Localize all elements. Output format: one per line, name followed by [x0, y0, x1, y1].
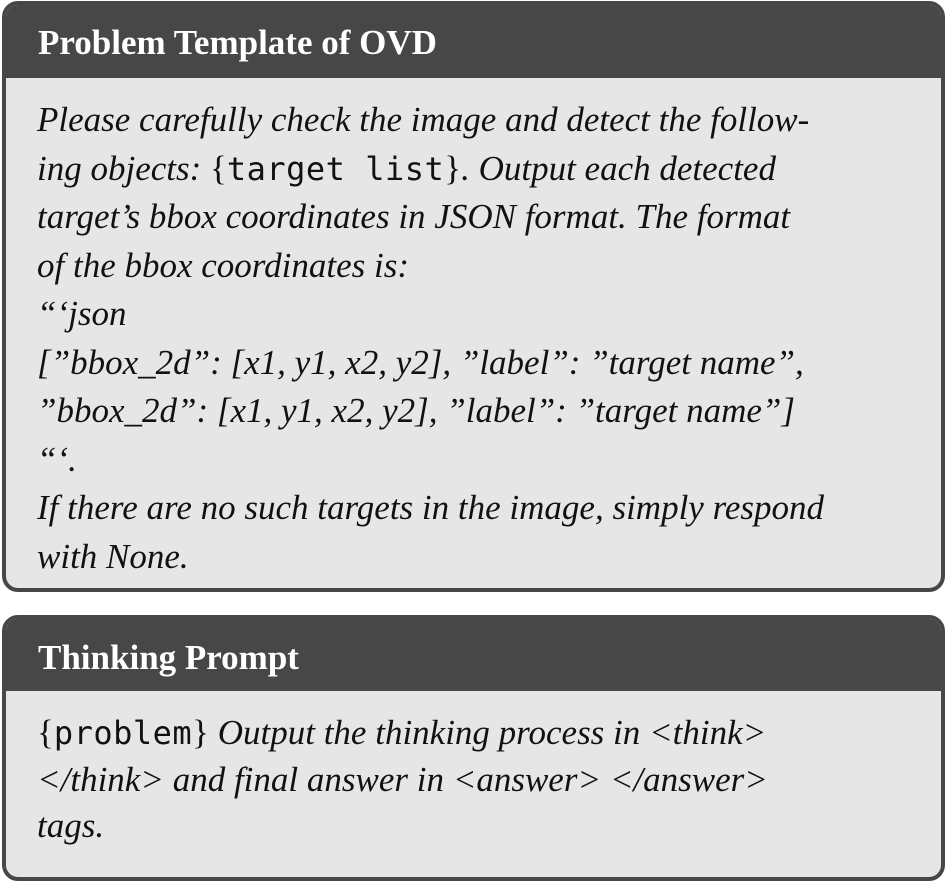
prompt-line: </think> and final answer in <answer> </answer> [37, 759, 768, 799]
thinking-prompt-title: Thinking Prompt [6, 619, 941, 691]
template-line: with None. [37, 536, 189, 576]
problem-placeholder: problem [53, 714, 193, 752]
template-line: Please carefully check the image and detect the follow- [37, 100, 810, 139]
brace-open: { [210, 148, 227, 188]
template-line: “‘. [37, 439, 77, 479]
template-text: . Output each detected [461, 148, 776, 188]
thinking-prompt-box [2, 615, 945, 881]
prompt-text: Output the thinking process in <think> [208, 713, 767, 752]
thinking-prompt-body [6, 691, 941, 850]
template-line: ”bbox_2d”: [x1, y1, x2, y2], ”label”: ”target name”] [37, 391, 795, 430]
prompt-line: tags. [37, 806, 105, 845]
brace-close: } [444, 148, 462, 188]
template-line: “‘json [37, 294, 127, 333]
template-line [37, 145, 917, 194]
target-list-placeholder: target list [226, 149, 445, 188]
brace-close: } [192, 713, 209, 752]
brace-open: { [37, 713, 54, 752]
prompt-line [37, 710, 917, 757]
template-line: target’s bbox coordinates in JSON format. The format [37, 197, 791, 236]
template-text: ing objects: [37, 148, 211, 188]
template-line: of the bbox coordinates is: [37, 245, 409, 285]
problem-template-body [6, 78, 941, 581]
template-line: [”bbox_2d”: [x1, y1, x2, y2], ”label”: ”target name”, [37, 342, 804, 382]
template-line: If there are no such targets in the image, simply respond [37, 488, 825, 527]
problem-template-title: Problem Template of OVD [6, 5, 941, 78]
problem-template-box [2, 1, 945, 592]
